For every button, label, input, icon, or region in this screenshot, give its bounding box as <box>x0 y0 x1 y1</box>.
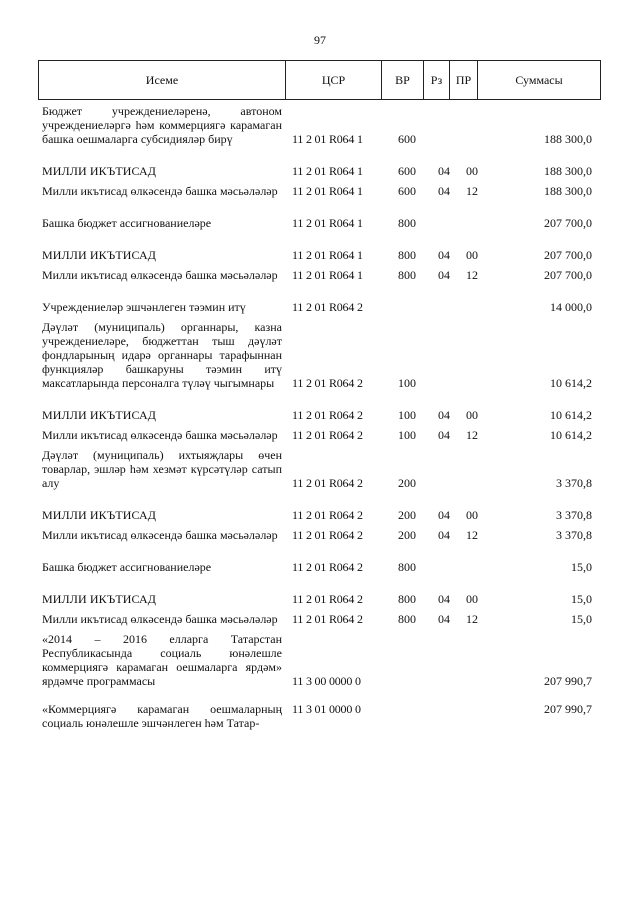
row-rz: 04 <box>438 268 450 282</box>
table-row <box>38 320 600 390</box>
row-name: МИЛЛИ ИКЪТИСАД <box>42 408 157 422</box>
table-header <box>38 60 601 100</box>
table-row <box>38 300 600 314</box>
row-name: Учреждениеләр эшчәнлеген тәэмин итү <box>42 300 246 314</box>
row-name: Дәүләт (муниципаль) ихтыяҗлары өчен товарлар, эшләр һәм хезмәт күрсәтүләр сатып алу <box>42 448 282 490</box>
row-pr: 12 <box>466 528 478 542</box>
row-rz: 04 <box>438 508 450 522</box>
table-row <box>38 528 600 542</box>
row-sum: 207 700,0 <box>544 216 592 230</box>
table-row <box>38 612 600 626</box>
row-vr: 200 <box>398 508 416 522</box>
table-body <box>38 99 600 730</box>
row-pr: 12 <box>466 184 478 198</box>
table-row <box>38 702 600 730</box>
row-sum: 15,0 <box>571 592 592 606</box>
row-pr: 00 <box>466 164 478 178</box>
table-row <box>38 632 600 688</box>
row-vr: 100 <box>398 428 416 442</box>
row-csr: 11 2 01 R064 1 <box>292 248 363 262</box>
row-sum: 15,0 <box>571 560 592 574</box>
row-csr: 11 2 01 R064 1 <box>292 268 363 282</box>
row-vr: 600 <box>398 132 416 146</box>
row-sum: 188 300,0 <box>544 164 592 178</box>
row-sum: 207 700,0 <box>544 268 592 282</box>
row-sum: 207 700,0 <box>544 248 592 262</box>
row-name: МИЛЛИ ИКЪТИСАД <box>42 248 157 262</box>
row-rz: 04 <box>438 184 450 198</box>
row-rz: 04 <box>438 248 450 262</box>
row-name: «Коммерциягә карамаган оешмаларның социаль юнәлешле эшчәнлеген һәм Татар- <box>42 702 282 730</box>
row-name: МИЛЛИ ИКЪТИСАД <box>42 164 157 178</box>
row-sum: 188 300,0 <box>544 184 592 198</box>
row-vr: 600 <box>398 184 416 198</box>
row-csr: 11 3 01 0000 0 <box>292 702 361 716</box>
row-csr: 11 2 01 R064 2 <box>292 476 363 490</box>
table-row <box>38 560 600 574</box>
row-csr: 11 3 00 0000 0 <box>292 674 361 688</box>
row-csr: 11 2 01 R064 2 <box>292 560 363 574</box>
row-csr: 11 2 01 R064 2 <box>292 528 363 542</box>
row-vr: 800 <box>398 268 416 282</box>
row-pr: 12 <box>466 428 478 442</box>
column-header-vr: ВР <box>382 61 424 100</box>
row-sum: 207 990,7 <box>544 702 592 716</box>
column-header-rz: Рз <box>424 61 450 100</box>
column-header-sum: Суммасы <box>478 61 601 100</box>
table-row <box>38 508 600 522</box>
row-sum: 188 300,0 <box>544 132 592 146</box>
row-rz: 04 <box>438 592 450 606</box>
row-sum: 3 370,8 <box>556 528 592 542</box>
row-name: Дәүләт (муниципаль) органнары, казна учреждениеләре, бюджеттан тыш дәүләт фондларының идарә органнары тарафыннан функцияләр башкаруны тәэмин итү максатларында персоналга түләү чыгымнары <box>42 320 282 390</box>
row-vr: 200 <box>398 476 416 490</box>
row-csr: 11 2 01 R064 2 <box>292 612 363 626</box>
row-name: Башка бюджет ассигнованиеләре <box>42 560 212 574</box>
row-sum: 10 614,2 <box>550 408 592 422</box>
row-sum: 10 614,2 <box>550 376 592 390</box>
row-name: Милли икътисад өлкәсендә башка мәсьәләләр <box>42 428 278 442</box>
row-vr: 100 <box>398 408 416 422</box>
row-vr: 800 <box>398 560 416 574</box>
row-vr: 800 <box>398 248 416 262</box>
table-row <box>38 164 600 178</box>
table-row <box>38 408 600 422</box>
row-name: «2014 – 2016 елларга Татарстан Республикасында социаль юнәлешле коммерциягә карамаган оешмаларга ярдәм» ярдәмче программасы <box>42 632 282 688</box>
row-vr: 800 <box>398 612 416 626</box>
row-name: МИЛЛИ ИКЪТИСАД <box>42 592 157 606</box>
row-vr: 800 <box>398 592 416 606</box>
row-sum: 15,0 <box>571 612 592 626</box>
table-row <box>38 268 600 282</box>
row-pr: 00 <box>466 508 478 522</box>
table-row <box>38 248 600 262</box>
row-sum: 3 370,8 <box>556 508 592 522</box>
row-pr: 00 <box>466 248 478 262</box>
row-csr: 11 2 01 R064 2 <box>292 376 363 390</box>
row-vr: 200 <box>398 528 416 542</box>
row-sum: 10 614,2 <box>550 428 592 442</box>
column-header-pr: ПР <box>450 61 478 100</box>
row-sum: 14 000,0 <box>550 300 592 314</box>
row-sum: 3 370,8 <box>556 476 592 490</box>
row-csr: 11 2 01 R064 1 <box>292 164 363 178</box>
row-pr: 00 <box>466 592 478 606</box>
row-rz: 04 <box>438 164 450 178</box>
row-csr: 11 2 01 R064 2 <box>292 508 363 522</box>
row-vr: 800 <box>398 216 416 230</box>
row-name: Милли икътисад өлкәсендә башка мәсьәләләр <box>42 184 278 198</box>
table-row <box>38 216 600 230</box>
column-header-name: Исеме <box>39 61 286 100</box>
table-row <box>38 592 600 606</box>
row-csr: 11 2 01 R064 2 <box>292 592 363 606</box>
row-name: Милли икътисад өлкәсендә башка мәсьәләләр <box>42 612 278 626</box>
row-pr: 00 <box>466 408 478 422</box>
row-vr: 600 <box>398 164 416 178</box>
table-row <box>38 184 600 198</box>
table-row <box>38 104 600 146</box>
row-vr: 100 <box>398 376 416 390</box>
row-rz: 04 <box>438 528 450 542</box>
row-name: Милли икътисад өлкәсендә башка мәсьәләләр <box>42 268 278 282</box>
row-pr: 12 <box>466 268 478 282</box>
row-rz: 04 <box>438 408 450 422</box>
row-csr: 11 2 01 R064 1 <box>292 216 363 230</box>
row-csr: 11 2 01 R064 2 <box>292 300 363 314</box>
row-name: Милли икътисад өлкәсендә башка мәсьәләләр <box>42 528 278 542</box>
row-csr: 11 2 01 R064 2 <box>292 408 363 422</box>
row-pr: 12 <box>466 612 478 626</box>
row-rz: 04 <box>438 428 450 442</box>
column-header-csr: ЦСР <box>286 61 382 100</box>
row-csr: 11 2 01 R064 1 <box>292 132 363 146</box>
table-row <box>38 428 600 442</box>
row-name: МИЛЛИ ИКЪТИСАД <box>42 508 157 522</box>
row-name: Башка бюджет ассигнованиеләре <box>42 216 212 230</box>
row-rz: 04 <box>438 612 450 626</box>
table-row <box>38 448 600 490</box>
page-number: 97 <box>314 33 326 47</box>
row-csr: 11 2 01 R064 2 <box>292 428 363 442</box>
row-csr: 11 2 01 R064 1 <box>292 184 363 198</box>
row-name: Бюджет учреждениеләренә, автоном учреждениеләргә һәм коммерциягә карамаган башка оешмаларга субсидияләр бирү <box>42 104 282 146</box>
row-sum: 207 990,7 <box>544 674 592 688</box>
